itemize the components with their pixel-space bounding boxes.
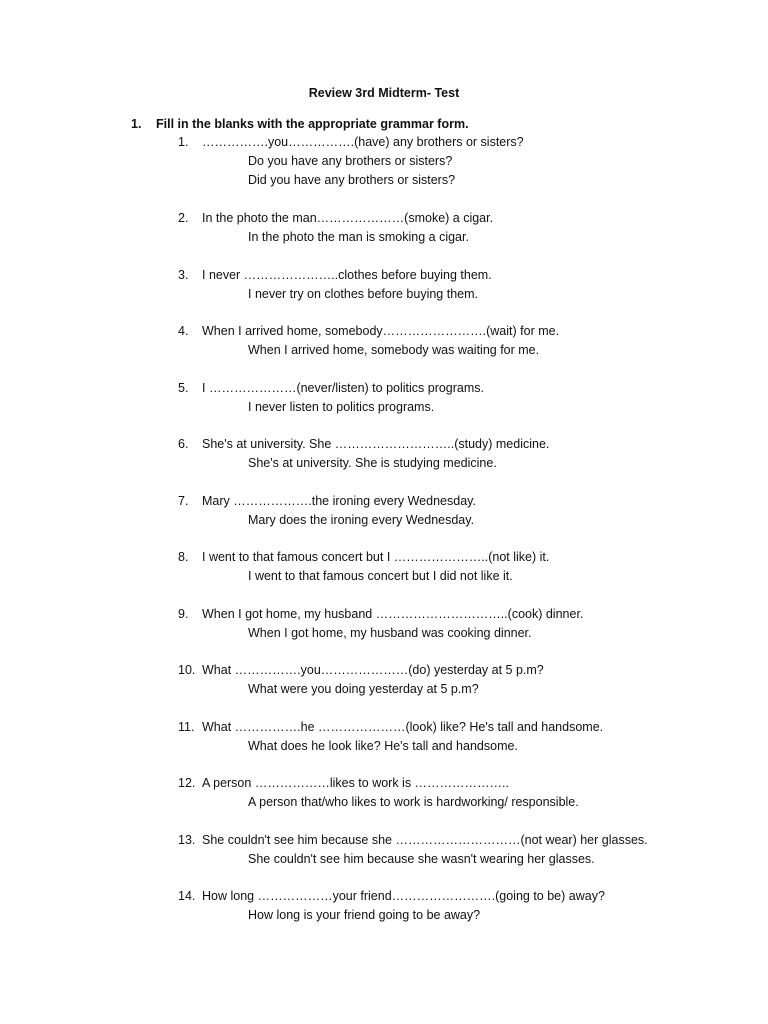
exercise-question: What …………….you…………………(do) yesterday at 5 p.m? [202,663,544,677]
exercise-item [0,833,768,890]
exercise-answer: In the photo the man is smoking a cigar. [248,230,469,244]
exercise-answer: How long is your friend going to be away? [248,908,481,922]
exercise-question: When I arrived home, somebody…………………….(wait) for me. [202,324,560,338]
exercise-answer: What does he look like? He's tall and handsome. [248,738,518,753]
exercise-number: 14. [178,889,196,903]
exercise-number: 7. [178,493,189,508]
exercise-answer: She's at university. She is studying medicine. [248,456,497,470]
exercise-number: 1. [178,135,189,149]
exercise-question: When I got home, my husband …………………………..(cook) dinner. [202,606,584,621]
page-title: Review 3rd Midterm- Test [308,86,460,100]
exercise-number: 4. [178,324,189,338]
exercise-item [0,494,768,551]
exercise-item [0,268,768,325]
exercise-item [0,607,768,664]
exercise-item [0,720,768,777]
exercise-answer: When I arrived home, somebody was waiting for me. [248,343,540,357]
exercise-item [0,776,768,833]
exercise-answer: I went to that famous concert but I did not like it. [248,569,513,583]
exercise-item [0,135,768,211]
exercise-number: 8. [178,550,189,564]
exercise-number: 11. [178,719,195,734]
exercise-question: I never …………………..clothes before buying them. [202,267,492,282]
exercise-answer: Did you have any brothers or sisters? [248,173,456,187]
exercise-question: I went to that famous concert but I …………………..(not like) it. [202,550,550,564]
exercise-question: In the photo the man…………………(smoke) a cigar. [202,211,494,225]
exercise-number: 6. [178,437,189,451]
exercise-question: How long ………………your friend…………………….(going to be) away? [202,889,605,903]
exercise-item [0,381,768,438]
exercise-list [0,135,768,946]
exercise-question: She couldn't see him because she …………………………(not wear) her glasses. [202,832,648,847]
exercise-number: 3. [178,267,189,282]
exercise-item [0,324,768,381]
section-heading [131,117,469,131]
exercise-question: Mary ……………….the ironing every Wednesday. [202,493,476,508]
section-instruction: Fill in the blanks with the appropriate grammar form. [156,117,469,131]
exercise-answer: When I got home, my husband was cooking dinner. [248,625,532,640]
exercise-answer: A person that/who likes to work is hardworking/ responsible. [248,795,579,809]
exercise-item [0,889,768,946]
exercise-answer: I never try on clothes before buying them. [248,286,478,301]
exercise-item [0,211,768,268]
exercise-question: A person ………………likes to work is ………………….. [202,776,510,790]
exercise-question: I …………………(never/listen) to politics programs. [202,380,485,395]
exercise-answer: Do you have any brothers or sisters? [248,154,453,168]
exercise-number: 10. [178,663,196,677]
exercise-answer: Mary does the ironing every Wednesday. [248,512,475,527]
exercise-question: What …………….he …………………(look) like? He's tall and handsome. [202,719,604,734]
exercise-answer: She couldn't see him because she wasn't wearing her glasses. [248,851,595,866]
exercise-item [0,437,768,494]
exercise-number: 9. [178,606,189,621]
exercise-number: 12. [178,776,196,790]
exercise-answer: What were you doing yesterday at 5 p.m? [248,682,479,696]
exercise-question: She's at university. She ………………………..(study) medicine. [202,437,550,451]
section-number: 1. [131,117,142,131]
exercise-answer: I never listen to politics programs. [248,399,435,414]
exercise-question: …………….you…………….(have) any brothers or sisters? [202,135,524,149]
exercise-item [0,663,768,720]
exercise-number: 5. [178,380,189,395]
exercise-item [0,550,768,607]
exercise-number: 13. [178,832,196,847]
exercise-number: 2. [178,211,189,225]
